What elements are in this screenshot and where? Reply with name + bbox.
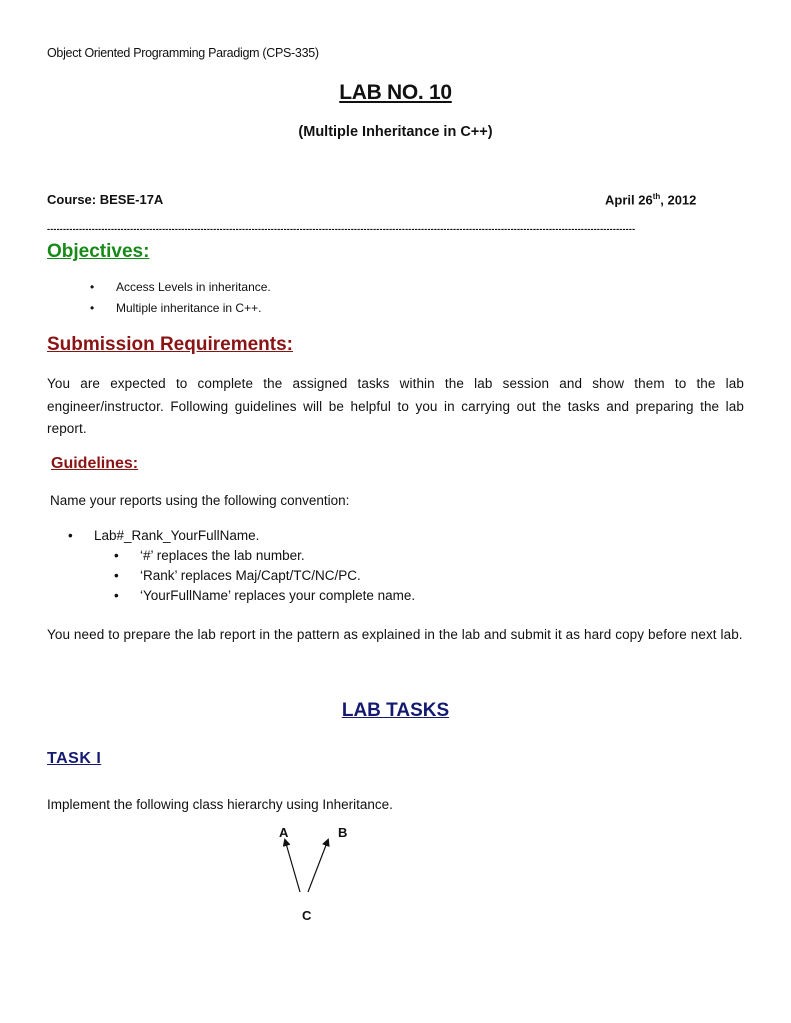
objective-item: • Multiple inheritance in C++. — [116, 301, 271, 322]
objectives-list — [116, 280, 271, 322]
submission-paragraph: You are expected to complete the assigned tasks within the lab session and show them to the lab engineer/instructor. Following guidelines will be helpful to you in carrying out the tasks and preparing the lab report. — [47, 376, 744, 436]
guidelines-heading: Guidelines: — [51, 455, 139, 472]
naming-rule-item: • ‘#’ replaces the lab number. — [140, 548, 415, 568]
course-header: Object Oriented Programming Paradigm (CPS-335) — [47, 46, 319, 60]
lab-date — [605, 192, 696, 207]
lab-tasks-heading: LAB TASKS — [341, 700, 450, 721]
lab-title: LAB NO. 10 — [339, 81, 452, 104]
submission-heading: Submission Requirements: — [47, 334, 293, 355]
naming-rule-item: • ‘Rank’ replaces Maj/Capt/TC/NC/PC. — [140, 568, 415, 588]
class-node-a: A — [279, 825, 289, 840]
objectives-heading: Objectives: — [47, 241, 150, 262]
inherit-arrow-c-to-b — [308, 840, 328, 892]
naming-convention: • Lab#_Rank_YourFullName. — [94, 528, 259, 543]
class-node-b: B — [338, 825, 348, 840]
inherit-arrow-c-to-a — [285, 840, 300, 892]
date-main: April 26 — [605, 192, 653, 208]
objective-item: • Access Levels in inheritance. — [116, 280, 271, 301]
date-year: , 2012 — [660, 192, 697, 208]
report-instructions: You need to prepare the lab report in the pattern as explained in the lab and submit it as hard copy before next lab. — [47, 627, 743, 642]
naming-sublist — [140, 548, 415, 608]
naming-list — [94, 528, 259, 543]
class-node-c: C — [302, 908, 312, 923]
divider-line: ---------------------------------------------------------------------------------------------------------------------------------------------------------------------------------------- — [47, 224, 636, 234]
task1-heading: TASK I — [47, 750, 102, 767]
course-code: Course: BESE-17A — [47, 192, 164, 207]
lab-subtitle: (Multiple Inheritance in C++) — [298, 124, 493, 140]
naming-rule-item: • ‘YourFullName’ replaces your complete name. — [140, 588, 415, 608]
task1-description: Implement the following class hierarchy using Inheritance. — [47, 797, 393, 812]
date-ordinal: th — [652, 192, 661, 201]
inheritance-diagram — [270, 830, 350, 900]
naming-intro: Name your reports using the following convention: — [50, 493, 350, 508]
